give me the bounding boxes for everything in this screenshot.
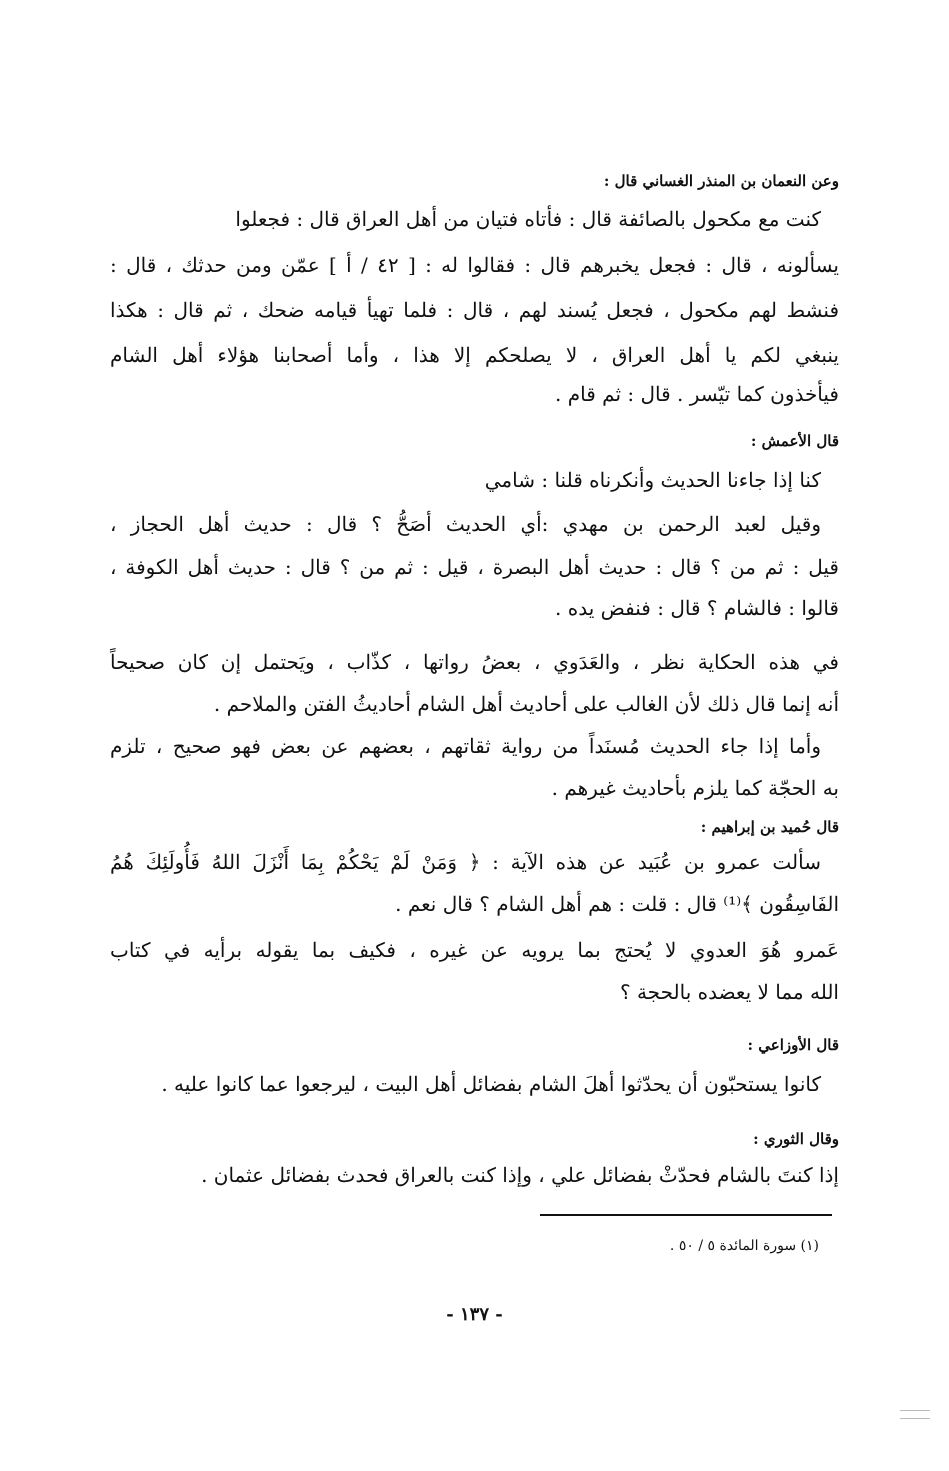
- paragraph-line: كانوا يستحبّون أن يحدّثوا أهلَ الشام بفضائل أهل البيت ، ليرجعوا عما كانوا عليه .: [161, 1072, 821, 1096]
- paragraph-line: سألت عمرو بن عُبَيد عن هذه الآية : ﴿ وَمَنْ لَمْ يَحْكُمْ بِمَا أَنْزَلَ اللهُ فَأُولَئِكَ هُمُ: [110, 850, 821, 874]
- paragraph-line: أنه إنما قال ذلك لأن الغالب على أحاديث أهل الشام أحاديثُ الفتن والملاحم .: [213, 692, 839, 716]
- paragraph-line: كنت مع مكحول بالصائفة قال : فأتاه فتيان من أهل العراق قال : فجعلوا: [235, 207, 821, 231]
- paragraph-line: عَمرو هُوَ العدوي لا يُحتج بما يرويه عن غيره ، فكيف بما يقوله برأيه في كتاب: [110, 938, 839, 962]
- paragraph-line: في هذه الحكاية نظر ، والعَدَوي ، بعضُ رواتها ، كذّاب ، ويَحتمل إن كان صحيحاً: [110, 650, 839, 674]
- paragraph-line: وأما إذا جاء الحديث مُسنَداً من رواية ثقاتهم ، بعضهم عن بعض فهو صحيح ، تلزم: [110, 734, 821, 758]
- section-heading: قال الأعمش :: [750, 432, 839, 450]
- scan-artifact-line: [900, 1410, 930, 1411]
- paragraph-line: كنا إذا جاءنا الحديث وأنكرناه قلنا : شامي: [484, 468, 821, 492]
- footnote-divider: [540, 1214, 832, 1216]
- paragraph-line: قالوا : فالشام ؟ قال : فنفض يده .: [555, 596, 839, 620]
- paragraph-line: فيأخذون كما تيّسر . قال : ثم قام .: [555, 382, 839, 406]
- footnote: (١) سورة المائدة ٥ / ٥٠ .: [669, 1238, 819, 1254]
- paragraph-line: الفَاسِقُون ﴾⁽¹⁾ قال : قلت : هم أهل الشام ؟ قال نعم .: [395, 892, 839, 916]
- paragraph-line: وقيل لعبد الرحمن بن مهدي :أي الحديث أصَحُّ ؟ قال : حديث أهل الحجاز ،: [110, 512, 821, 536]
- section-heading: قال الأوزاعي :: [747, 1036, 839, 1054]
- section-heading: وقال الثوري :: [753, 1130, 839, 1148]
- page-number: - ١٣٧ -: [446, 1304, 503, 1325]
- scan-artifact-line: [900, 1418, 930, 1419]
- section-heading: قال حُميد بن إبراهيم :: [700, 818, 839, 836]
- section-heading: وعن النعمان بن المنذر الغساني قال :: [603, 172, 839, 190]
- paragraph-line: قيل : ثم من ؟ قال : حديث أهل البصرة ، قيل : ثم من ؟ قال : حديث أهل الكوفة ،: [110, 555, 839, 579]
- paragraph-line: ينبغي لكم يا أهل العراق ، لا يصلحكم إلا هذا ، وأما أصحابنا هؤلاء أهل الشام: [110, 343, 839, 367]
- paragraph-line: فنشط لهم مكحول ، فجعل يُسند لهم ، قال : فلما تهيأ قيامه ضحك ، ثم قال : هكذا: [110, 298, 839, 322]
- paragraph-line: به الحجّة كما يلزم بأحاديث غيرهم .: [551, 776, 839, 800]
- paragraph-line: الله مما لا يعضده بالحجة ؟: [619, 980, 839, 1004]
- paragraph-line: إذا كنتَ بالشام فحدّثْ بفضائل علي ، وإذا كنت بالعراق فحدث بفضائل عثمان .: [201, 1163, 839, 1187]
- paragraph-line: يسألونه ، قال : فجعل يخبرهم قال : فقالوا له : [ ٤٢ / أ ] عمّن ومن حدثك ، قال :: [110, 253, 840, 277]
